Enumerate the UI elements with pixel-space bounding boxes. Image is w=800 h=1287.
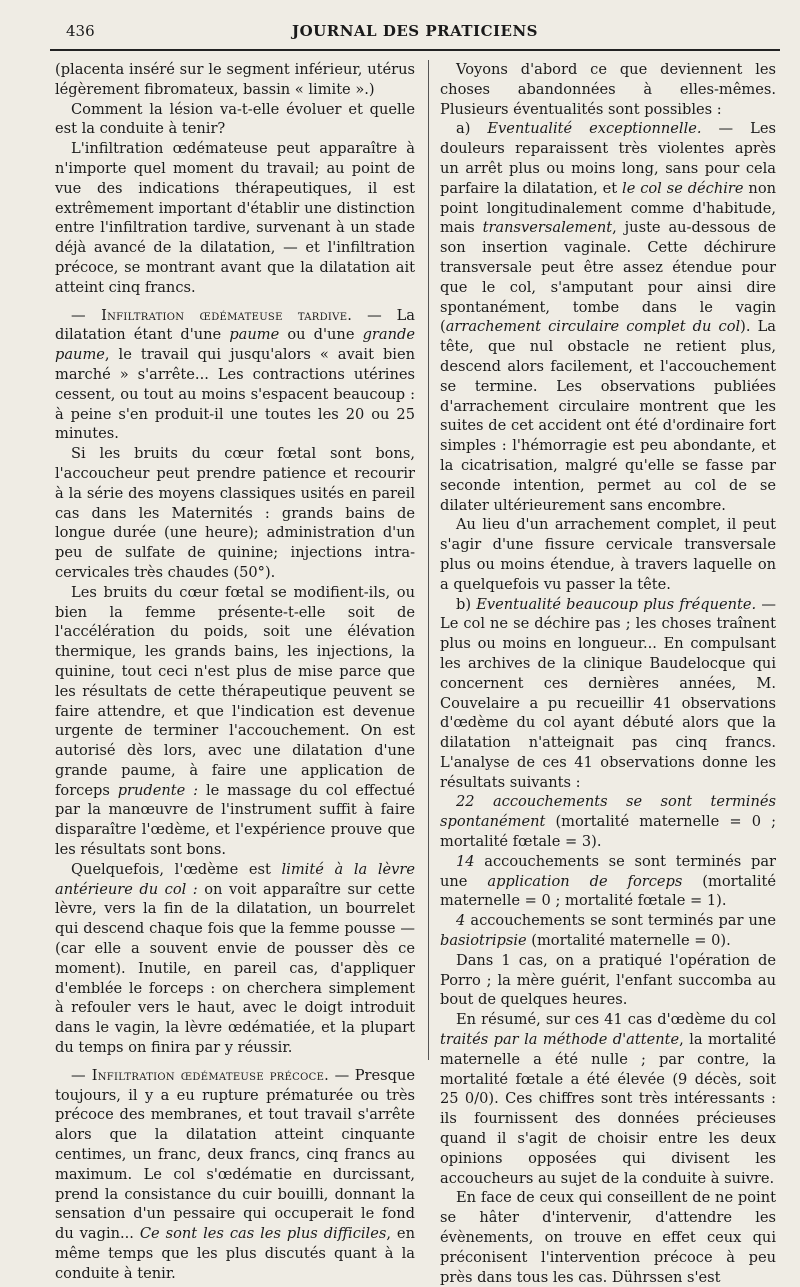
paragraph: L'infiltration œdémateuse peut apparaître à n'importe quel moment du travail; au point de vue des indications thérapeutiques, il est extrêmement important d'établir une distinction entre l'infiltration tardive, survenant à un stade déjà avancé de la dilatation, — et l'infiltration précoce, se montrant avant que la dilatation ait atteint cinq francs. <box>55 140 415 296</box>
paragraph: Dans 1 cas, on a pratiqué l'opération de Porro ; la mère guérit, l'enfant succomba au bout de quelques heures. <box>440 951 776 1009</box>
paragraph: Voyons d'abord ce que deviennent les choses abandonnées à elles-mêmes. Plusieurs éventualités sont possibles : <box>440 61 776 118</box>
section-early-infiltration: — Infiltration œdémateuse précoce. — Presque toujours, il y a eu rupture prématurée ou très précoce des membranes, et tout travail s'arrête alors que la dilatation atteint cinquante centimes, un franc, deux francs, cinq francs au maximum. Le col s'œdématie en durcissant, prend la consistance du cuir bouilli, donnant la sensation d'un pessaire qui occuperait le fond du vagin... Ce sont les cas les plus difficiles, en même temps que les plus discutés quant à la conduite à tenir. <box>55 1066 415 1282</box>
left-column <box>55 60 415 1284</box>
result-forceps: 14 accouchements se sont terminés par une application de forceps (mortalité maternelle = 0 ; mortalité fœtale = 1). <box>440 852 776 910</box>
result-basiotripsy: 4 accouchements se sont terminés par une basiotripsie (mortalité maternelle = 0). <box>440 912 776 950</box>
section-late-infiltration: — Infiltration œdémateuse tardive. — La dilatation étant d'une paume ou d'une grande paume, le travail qui jusqu'alors « avait bien marché » s'arrête... Les contractions utérines cessent, ou tout au moins s'espacent beaucoup : à peine s'en produit-il une toutes les 20 ou 25 minutes. <box>55 306 415 443</box>
running-title: JOURNAL DES PRATICIENS <box>292 22 538 40</box>
paragraph: Les bruits du cœur fœtal se modifient-ils, ou bien la femme présente-t-elle soit de l'accélération du poids, soit une élévation thermique, les grands bains, les injections, la quinine, tout ceci n'est plus de mise parce que les résultats de cette thérapeutique peuvent se faire attendre, et que l'indication est devenue urgente de terminer l'accouchement. On est autorisé dès lors, avec une dilatation d'une grande paume, à faire une application de forceps prudente : le massage du col effectué par la manœuvre de l'instrument suffit à faire disparaître l'œdème, et l'expérience prouve que les résultats sont bons. <box>55 583 416 859</box>
paragraph: Au lieu d'un arrachement complet, il peut s'agir d'une fissure cervicale transversale plus ou moins étendue, à travers laquelle on a quelquefois vu passer la tête. <box>440 516 776 593</box>
eventuality-a: a) Eventualité exceptionnelle. — Les douleurs reparaissent très violentes après un arrêt plus ou moins long, sans pour cela parfaire la dilatation, et le col se déchire non point longitudinalement comme d'habitude, mais transversalement, juste au-dessous de son insertion vaginale. Cette déchirure transversale peut être assez étendue pour que le col, s'amputant pour ainsi dire spontanément, tombe dans le vagin (arrachement circulaire complet du col). La tête, que nul obstacle ne retient plus, descend alors facilement, et l'accouchement se termine. Les observations publiées d'arrachement circulaire montrent que les suites de cet accident ont été d'ordinaire fort simples : l'hémorragie est peu abondante, et la cicatrisation, malgré qu'elle se fasse par seconde intention, permet au col de se dilater ultérieurement sans encombre. <box>440 120 776 514</box>
paragraph: Si les bruits du cœur fœtal sont bons, l'accoucheur peut prendre patience et recourir à la série des moyens classiques usités en pareil cas dans les Maternités : grands bains de longue durée (une heure); administration d'un peu de sulfate de quinine; injections intra-cervicales très chaudes (50°). <box>55 445 415 581</box>
paragraph: En résumé, sur ces 41 cas d'œdème du col traités par la méthode d'attente, la mortalité maternelle a été nulle ; par contre, la mortalité fœtale a été élevée (9 décès, soit 25 0/0). Ces chiffres sont très intéressants : ils fournissent des données précieuses quand il s'agit de choisir entre les deux opinions opposées qui divisent les accoucheurs au sujet de la conduite à suivre. <box>440 1011 776 1187</box>
eventuality-b: b) Eventualité beaucoup plus fréquente. — Le col ne se déchire pas ; les choses traînent plus ou moins en longueur... En compulsant les archives de la clinique Baudelocque qui concernent ces dernières années, M. Couvelaire a pu recueillir 41 observations d'œdème du col ayant débuté alors que la dilatation n'atteignait pas cinq francs. L'analyse de ces 41 observations donne les résultats suivants : <box>440 595 776 791</box>
page-number: 436 <box>66 22 95 40</box>
page-header <box>50 22 780 44</box>
result-spontaneous: 22 accouchements se sont terminés spontanément (mortalité maternelle = 0 ; mortalité fœtale = 3). <box>440 793 776 851</box>
paragraph: En face de ceux qui conseillent de ne point se hâter d'intervenir, d'attendre les évènements, on trouve en effet ceux qui préconisent l'intervention précoce à peu près dans tous les cas. Dührssen s'est <box>440 1189 776 1286</box>
section-heading: — Infiltration œdémateuse tardive. <box>71 306 353 324</box>
paragraph: (placenta inséré sur le segment inférieur, utérus légèrement fibromateux, bassin « limite ».) <box>55 61 415 98</box>
paragraph: Quelquefois, l'œdème est limité à la lèvre antérieure du col : on voit apparaître sur cette lèvre, vers la fin de la dilatation, un bourrelet qui descend chaque fois que la femme pousse — (car elle a souvent envie de pousser dès ce moment). Inutile, en pareil cas, d'appliquer d'emblée le forceps : on cherchera simplement à refouler vers le haut, avec le doigt introduit dans le vagin, la lèvre œdématiée, et la plupart du temps on finira par y réussir. <box>55 860 415 1057</box>
right-column <box>440 60 776 1287</box>
header-rule <box>50 49 780 51</box>
paragraph: Comment la lésion va-t-elle évoluer et quelle est la conduite à tenir? <box>55 100 415 138</box>
column-divider <box>428 60 429 1060</box>
section-heading: — Infiltration œdémateuse précoce. <box>71 1066 330 1084</box>
